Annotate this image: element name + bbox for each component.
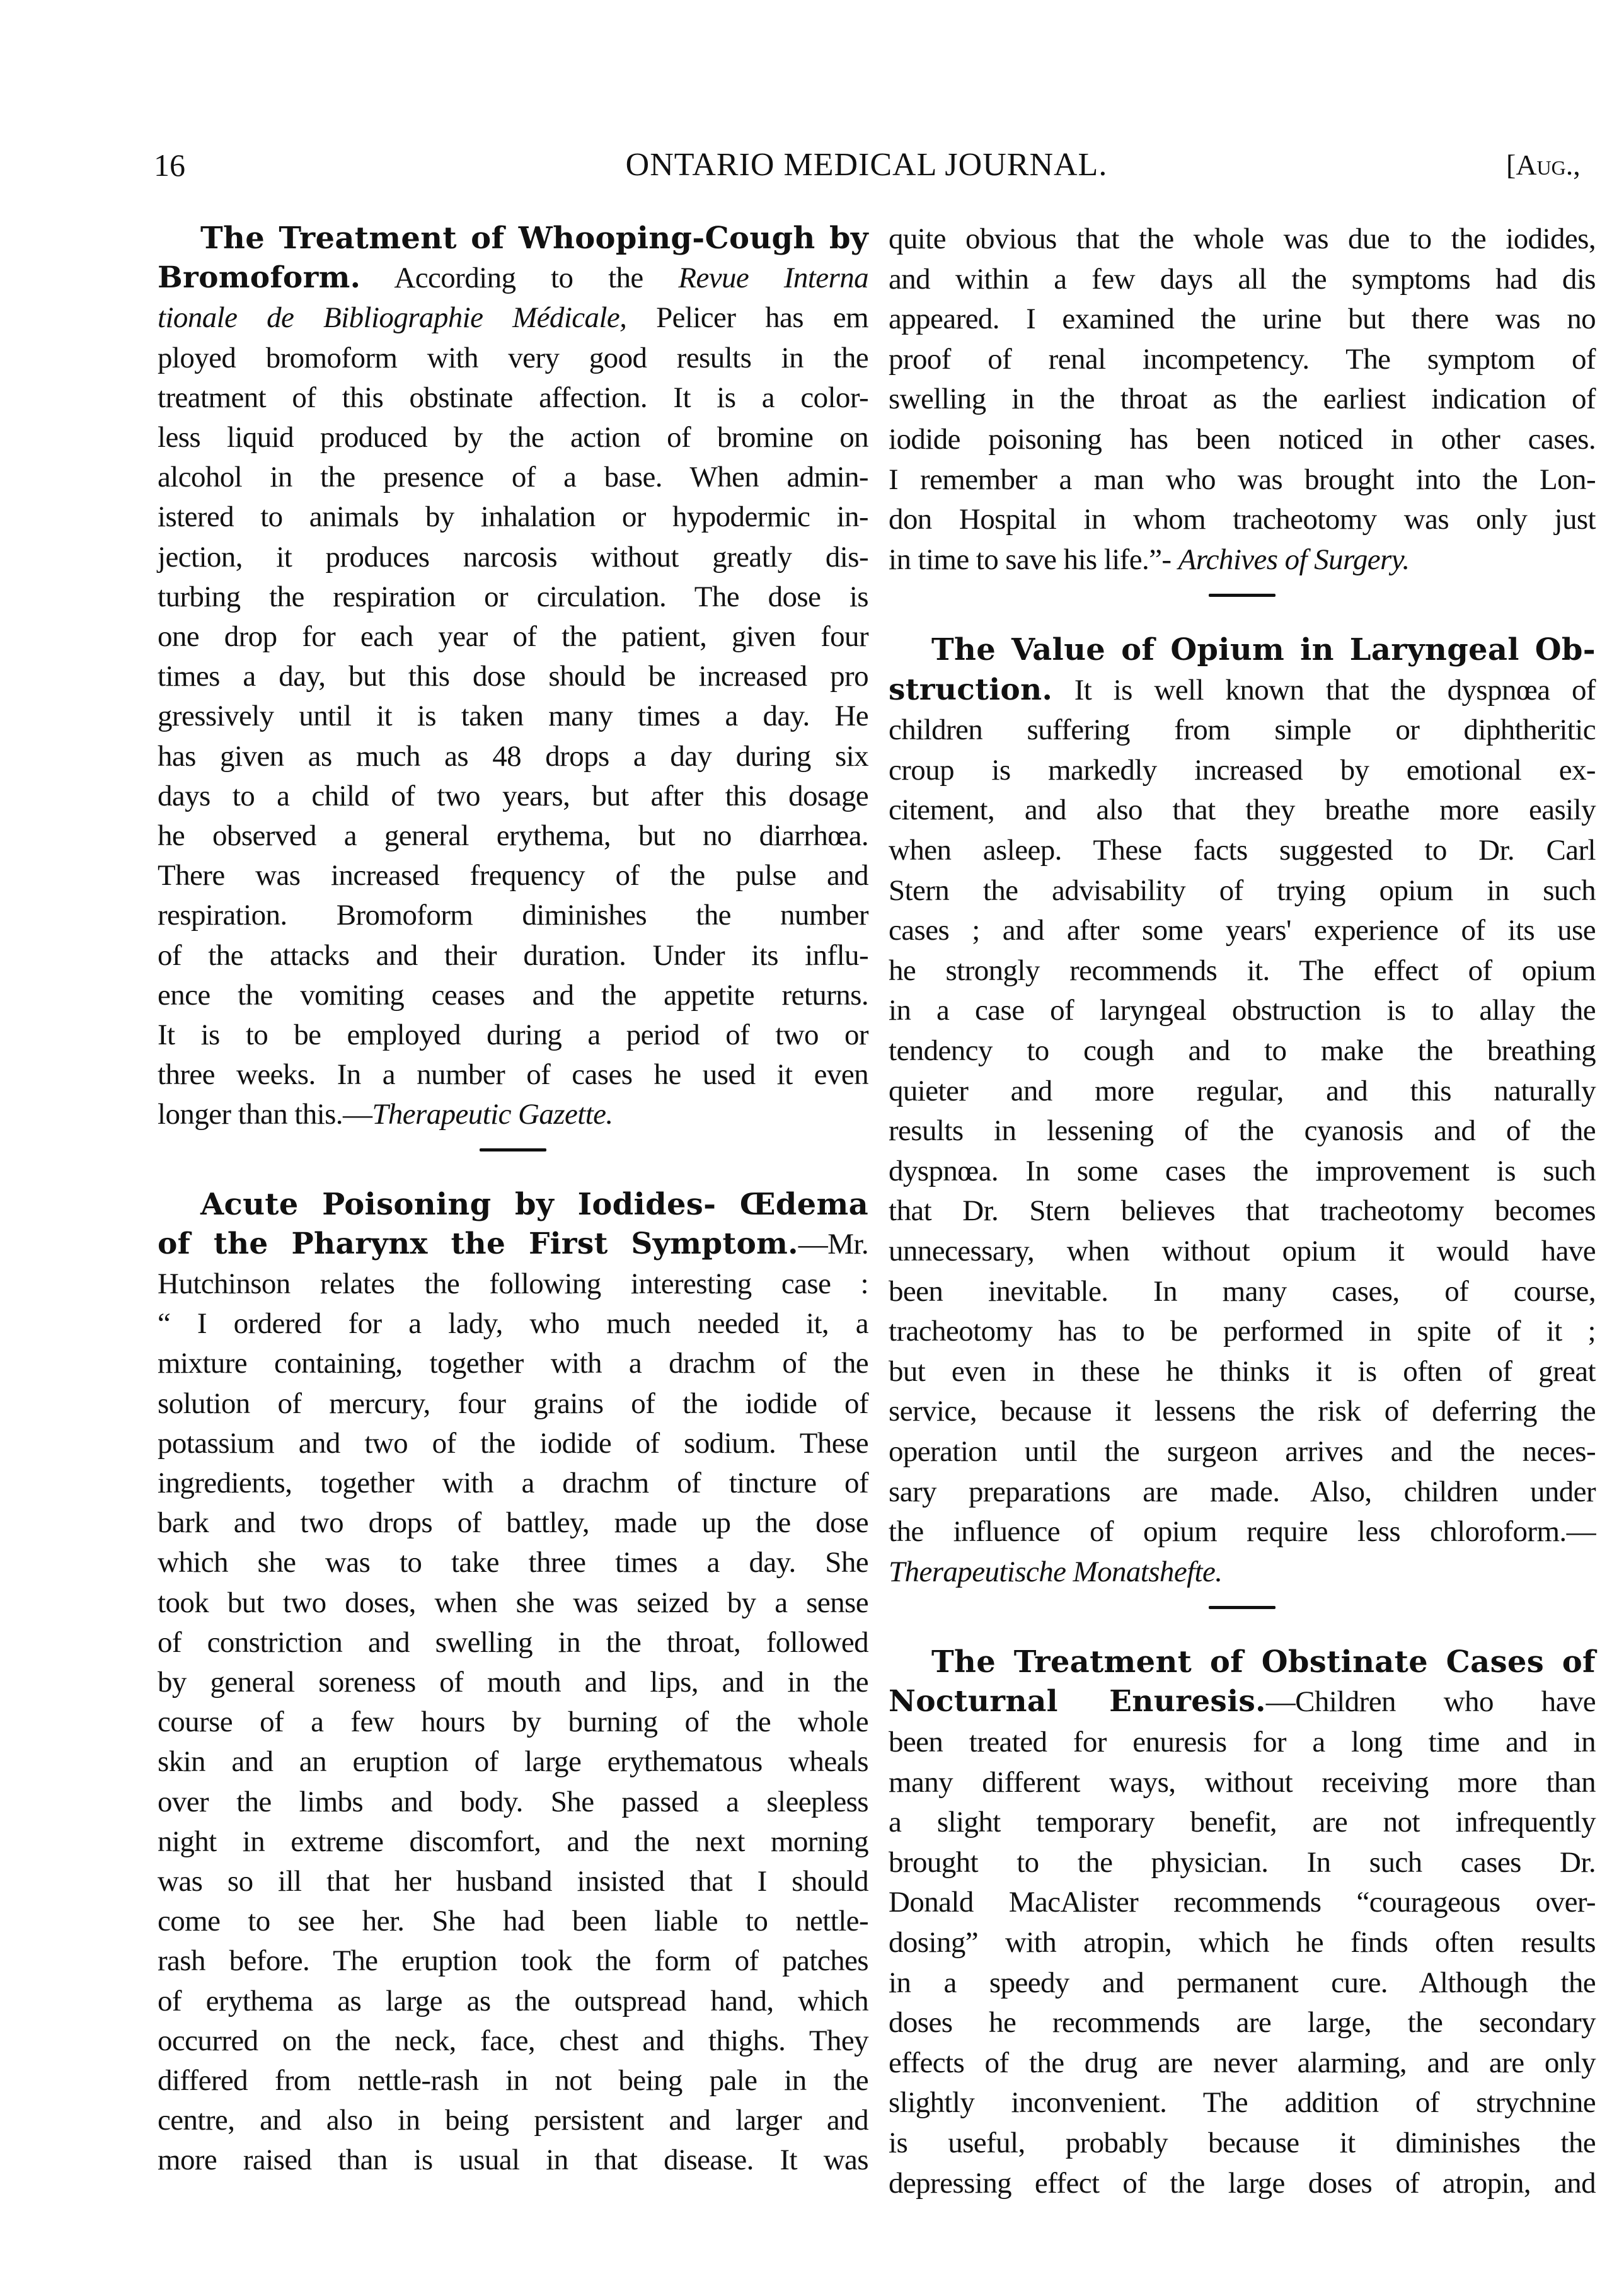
text-run: solution of mercury, four grains of the iodide of [158,1387,868,1420]
text-run: is useful, probably because it diminishes the [889,2127,1596,2159]
text-run: one drop for each year of the patient, given four [158,620,868,653]
text-run: night in extreme discomfort, and the next morning [158,1825,868,1858]
text-run: less liquid produced by the action of bromine on [158,421,868,454]
text-line [889,790,1596,830]
article-title-run: Bromoform. [158,260,361,295]
text-run: dosing” with atropin, which he finds often results [889,1926,1596,1959]
text-line [158,1503,868,1543]
text-line [158,1622,868,1663]
text-line [889,259,1596,299]
text-line [889,870,1596,911]
text-run: more raised than is usual in that disease. It was [158,2144,868,2176]
text-run: children suffering from simple or diphtheritic [889,713,1596,746]
text-run: but even in these he thinks it is often of great [889,1355,1596,1388]
text-run: differed from nettle-rash in not being pale in the [158,2064,868,2097]
text-run: respiration. Bromoform diminishes the number [158,899,868,932]
text-run: rash before. The eruption took the form of patches [158,1944,868,1977]
text-line [889,1472,1596,1512]
text-line [158,656,868,696]
text-run: over the limbs and body. She passed a sleepless [158,1786,868,1818]
article-title-run: of the Pharynx the First Symptom. [158,1226,798,1261]
text-run: many different ways, without receiving more than [889,1766,1596,1799]
text-line [889,1311,1596,1351]
text-line [158,1821,868,1862]
text-run: swelling in the throat as the earliest indication of [889,383,1596,415]
italic-run: Revue Interna [678,262,868,294]
text-line [158,457,868,497]
article-title-run: The Value of Opium in Laryngeal Ob- [931,632,1596,667]
text-run: come to see her. She had been liable to nettle- [158,1905,868,1937]
text-line [158,378,868,418]
text-run: iodide poisoning has been noticed in other cases. [889,423,1596,456]
text-run: skin and an eruption of large erythematous wheals [158,1745,868,1778]
text-line [158,935,868,976]
text-line [158,776,868,816]
text-line [889,1882,1596,1922]
italic-run: Archives of Surgery. [1178,543,1410,576]
text-run: in a speedy and permanent cure. Although the [889,1966,1596,1999]
text-run: of constriction and swelling in the throat, followed [158,1626,868,1659]
text-line [889,339,1596,379]
text-line [889,1552,1596,1592]
text-line [158,1662,868,1702]
text-line [158,816,868,856]
article-title-run: The Treatment of Obstinate Cases of [931,1644,1596,1680]
text-line [889,830,1596,870]
text-run: According to the [360,262,679,294]
text-run: turbing the respiration or circulation. The dose is [158,580,868,613]
text-line [158,2060,868,2101]
text-line [158,616,868,657]
text-line [158,975,868,1015]
text-line [158,736,868,776]
issue-month: [Aug., [1506,149,1581,181]
article-separator [1209,1606,1276,1609]
text-line [889,1511,1596,1552]
text-run: gressively until it is taken many times a day. He [158,700,868,732]
text-run: ence the vomiting ceases and the appetite returns. [158,979,868,1012]
text-run: occurred on the neck, face, chest and thighs. They [158,2024,868,2057]
text-run: appeared. I examined the urine but there was no [889,303,1596,335]
text-run: been treated for enuresis for a long time and in [889,1726,1596,1758]
text-run: effects of the drug are never alarming, and are only [889,2046,1596,2079]
text-line [158,1224,868,1264]
text-line [158,1583,868,1623]
text-run: I remember a man who was brought into the Lon- [889,463,1596,496]
text-line [158,1741,868,1782]
text-run: ingredients, together with a drachm of tincture of [158,1467,868,1499]
text-line [158,1702,868,1742]
text-line [158,1015,868,1055]
text-line [889,1071,1596,1111]
text-line [889,459,1596,500]
text-run: ployed bromoform with very good results in the [158,342,868,374]
text-run: brought to the physician. In such cases Dr. [889,1846,1596,1879]
journal-title: ONTARIO MEDICAL JOURNAL. [625,147,1108,183]
text-line [158,1941,868,1981]
text-line [889,499,1596,540]
text-run: days to a child of two years, but after this dosage [158,780,868,812]
text-run: in a case of laryngeal obstruction is to allay the [889,994,1596,1027]
text-run: don Hospital in whom tracheotomy was only just [889,503,1596,536]
text-line [889,2002,1596,2043]
text-line [889,1231,1596,1271]
text-line [889,1722,1596,1762]
text-run: Donald MacAlister recommends “courageous over- [889,1886,1596,1919]
text-line [158,895,868,935]
text-line [889,1391,1596,1431]
text-line [889,419,1596,459]
text-line [889,1682,1596,1722]
text-run: he strongly recommends it. The effect of opium [889,954,1596,987]
text-run: It is to be employed during a period of two or [158,1019,868,1051]
article-heading-line [889,1642,1596,1682]
text-line [158,1303,868,1344]
text-line [158,855,868,896]
text-line [158,2021,868,2061]
text-line [889,2043,1596,2083]
text-line [158,1343,868,1383]
text-line [158,1981,868,2021]
text-run: longer than this.— [158,1098,372,1131]
text-line [889,950,1596,991]
text-line [158,1264,868,1304]
text-line [889,1802,1596,1842]
text-line [889,1963,1596,2003]
text-run: three weeks. In a number of cases he used it even [158,1058,868,1091]
text-line [889,1762,1596,1803]
text-run: potassium and two of the iodide of sodium. These [158,1427,868,1460]
text-run: jection, it produces narcosis without greatly dis- [158,541,868,574]
text-line [158,338,868,378]
text-line [889,379,1596,419]
text-line [889,910,1596,950]
italic-run: tionale de Bibliographie Médicale, [158,301,627,334]
page-number: 16 [154,147,185,183]
text-run: operation until the surgeon arrives and the neces- [889,1435,1596,1468]
text-run: Hutchinson relates the following interesting case : [158,1267,868,1300]
text-line [889,1191,1596,1231]
text-line [158,537,868,577]
running-head [0,146,1624,184]
text-run: centre, and also in being persistent and larger and [158,2104,868,2137]
text-line [889,2082,1596,2123]
text-line [889,1151,1596,1191]
text-run: bark and two drops of battley, made up the dose [158,1506,868,1539]
text-run: slightly inconvenient. The addition of strychnine [889,2086,1596,2119]
text-run: Stern the advisability of trying opium in such [889,874,1596,907]
text-run: results in lessening of the cyanosis and of the [889,1114,1596,1147]
text-run: There was increased frequency of the pulse and [158,859,868,892]
text-line [158,2140,868,2180]
text-line [158,1094,868,1134]
text-line [158,696,868,736]
text-line [889,1431,1596,1472]
text-line [889,1842,1596,1883]
text-line [889,1271,1596,1312]
text-line [158,1901,868,1941]
text-run: tendency to cough and to make the breathing [889,1034,1596,1067]
article-heading-line [158,218,868,258]
text-line [158,1861,868,1902]
text-run: treatment of this obstinate affection. It is a color- [158,381,868,414]
text-run: course of a few hours by burning of the whole [158,1706,868,1738]
article-title-run: The Treatment of Whooping-Cough by [200,221,868,256]
text-line [889,219,1596,259]
text-run: he observed a general erythema, but no diarrhœa. [158,819,868,852]
text-run: the influence of opium require less chloroform.— [889,1515,1596,1548]
text-line [889,710,1596,750]
text-run: unnecessary, when without opium it would have [889,1235,1596,1267]
text-run: “ I ordered for a lady, who much needed it, a [158,1307,868,1340]
article-title-run: struction. [889,672,1053,707]
text-run: tracheotomy has to be performed in spite of it ; [889,1315,1596,1348]
text-run: citement, and also that they breathe more easily [889,794,1596,826]
text-run: was so ill that her husband insisted that I should [158,1865,868,1898]
text-run: quite obvious that the whole was due to the iodides, [889,222,1596,255]
text-run: has given as much as 48 drops a day during six [158,740,868,773]
text-line [158,258,868,298]
text-run: croup is markedly increased by emotional ex- [889,754,1596,787]
text-line [889,750,1596,790]
text-run: cases ; and after some years' experience of its use [889,914,1596,947]
text-run: when asleep. These facts suggested to Dr. Carl [889,834,1596,867]
text-run: that Dr. Stern believes that tracheotomy becomes [889,1194,1596,1227]
text-line [889,1351,1596,1392]
text-run: of erythema as large as the outspread hand, which [158,1985,868,2017]
text-run: doses he recommends are large, the secondary [889,2006,1596,2039]
text-run: by general soreness of mouth and lips, and in the [158,1666,868,1699]
text-run: It is well known that the dyspnœa of [1052,674,1596,707]
text-line [889,1111,1596,1151]
text-line [158,297,868,338]
text-run: and within a few days all the symptoms had dis [889,263,1596,296]
text-run: depressing effect of the large doses of atropin, and [889,2167,1596,2200]
article-title-run: Acute Poisoning by Iodides- Œdema [200,1187,868,1222]
text-line [889,990,1596,1030]
text-run: —Mr. [798,1228,868,1261]
text-line [158,2100,868,2140]
text-line [158,497,868,537]
italic-run: Therapeutische Monatshefte. [889,1555,1223,1588]
article-separator [480,1148,546,1151]
text-run: service, because it lessens the risk of deferring the [889,1395,1596,1428]
text-line [889,2123,1596,2163]
text-run: times a day, but this dose should be increased pro [158,660,868,693]
article-title-run: Nocturnal Enuresis. [889,1684,1266,1719]
text-line [158,1383,868,1424]
text-line [889,670,1596,710]
text-line [158,577,868,617]
text-line [158,1542,868,1583]
text-run: been inevitable. In many cases, of course, [889,1275,1596,1308]
text-run: dyspnœa. In some cases the improvement is such [889,1155,1596,1187]
text-run: alcohol in the presence of a base. When admin- [158,461,868,493]
text-run: mixture containing, together with a drachm of the [158,1347,868,1380]
article-heading-line [158,1184,868,1225]
article-separator [1209,594,1276,597]
text-line [889,2163,1596,2203]
text-line [158,1423,868,1463]
text-run: Pelicer has em [626,301,868,334]
text-run: took but two doses, when she was seized by a sense [158,1586,868,1619]
text-line [158,1463,868,1503]
text-run: istered to animals by inhalation or hypodermic in- [158,500,868,533]
text-run: sary preparations are made. Also, children under [889,1475,1596,1508]
text-line [889,299,1596,339]
text-run: in time to save his life.”- [889,543,1178,576]
text-line [889,1922,1596,1963]
text-run: of the attacks and their duration. Under its influ- [158,939,868,972]
text-run: a slight temporary benefit, are not infrequently [889,1806,1596,1838]
text-line [158,417,868,458]
text-run: which she was to take three times a day. She [158,1546,868,1579]
text-run: proof of renal incompetency. The symptom of [889,343,1596,376]
text-run: quieter and more regular, and this naturally [889,1075,1596,1107]
text-line [158,1054,868,1095]
text-line [158,1782,868,1822]
article-heading-line [889,630,1596,670]
text-line [889,1030,1596,1071]
italic-run: Therapeutic Gazette. [372,1098,613,1131]
text-line [889,540,1596,580]
text-run: —Children who have [1265,1685,1596,1718]
